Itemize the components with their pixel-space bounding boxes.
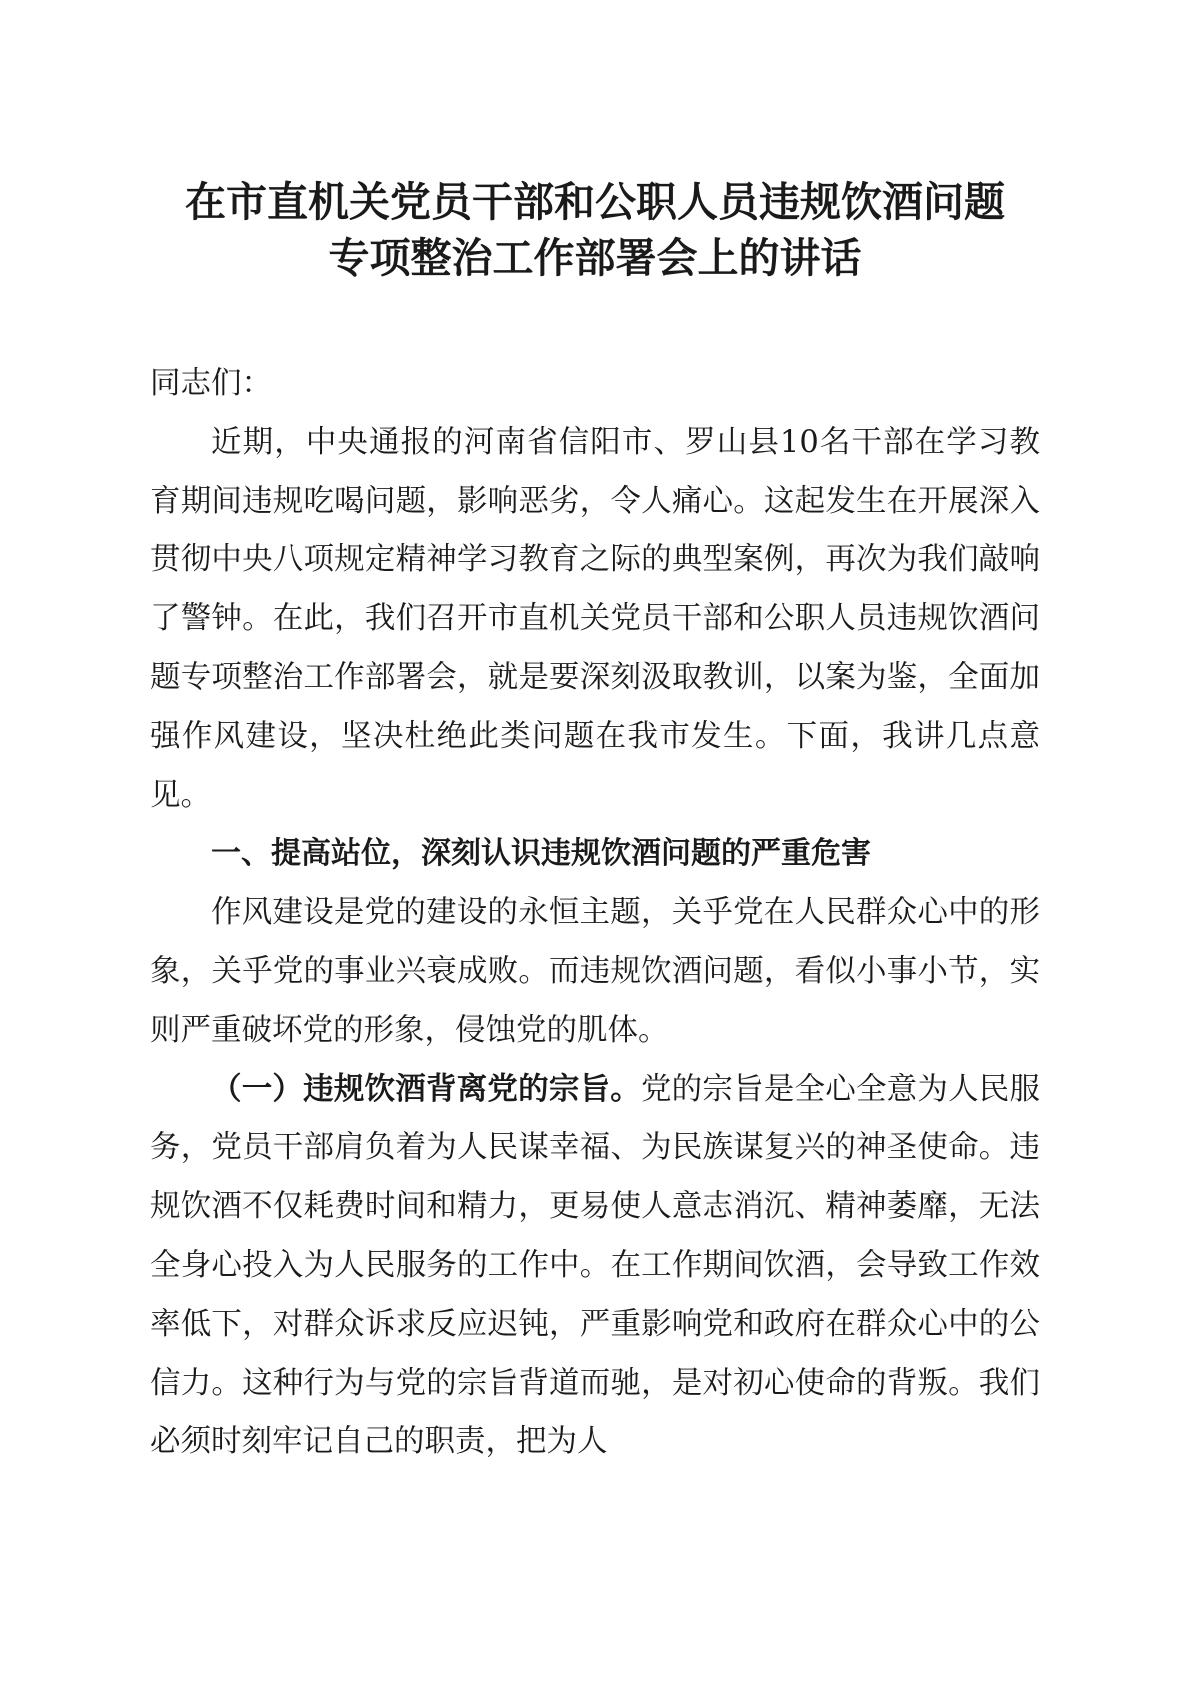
paragraph-subsection-1 bbox=[150, 1061, 1040, 1473]
document-title-line-2: 专项整治工作部署会上的讲话 bbox=[328, 234, 862, 282]
paragraph-intro: 近期，中央通报的河南省信阳市、罗山县10名干部在学习教育期间违规吃喝问题，影响恶劣，令人痛心。这起发生在开展深入贯彻中央八项规定精神学习教育之际的典型案例，再次为我们敲响了警钟。在此，我们召开市直机关党员干部和公职人员违规饮酒问题专项整治工作部署会，就是要深刻汲取教训，以案为鉴，全面加强作风建设，坚决杜绝此类问题在我市发生。下面，我讲几点意见。 bbox=[150, 424, 1040, 813]
greeting: 同志们： bbox=[150, 366, 272, 401]
document-body bbox=[150, 355, 1040, 1472]
subsection-heading-1: （一）违规饮酒背离党的宗旨。 bbox=[211, 1071, 641, 1107]
document-title-line-1: 在市直机关党员干部和公职人员违规饮酒问题 bbox=[185, 178, 1005, 226]
paragraph-section-1: 作风建设是党的建设的永恒主题，关乎党在人民群众心中的形象，关乎党的事业兴衰成败。而违规饮酒问题，看似小事小节，实则严重破坏党的形象，侵蚀党的肌体。 bbox=[150, 895, 1040, 1048]
subsection-text-1: 党的宗旨是全心全意为人民服务，党员干部肩负着为人民谋幸福、为民族谋复兴的神圣使命。违规饮酒不仅耗费时间和精力，更易使人意志消沉、精神萎靡，无法全身心投入为人民服务的工作中。在工作期间饮酒，会导致工作效率低下，对群众诉求反应迟钝，严重影响党和政府在群众心中的公信力。这种行为与党的宗旨背道而驰，是对初心使命的背叛。我们必须时刻牢记自己的职责，把为人 bbox=[150, 1071, 1041, 1460]
section-heading-1: 一、提高站位，深刻认识违规饮酒问题的严重危害 bbox=[211, 836, 871, 872]
